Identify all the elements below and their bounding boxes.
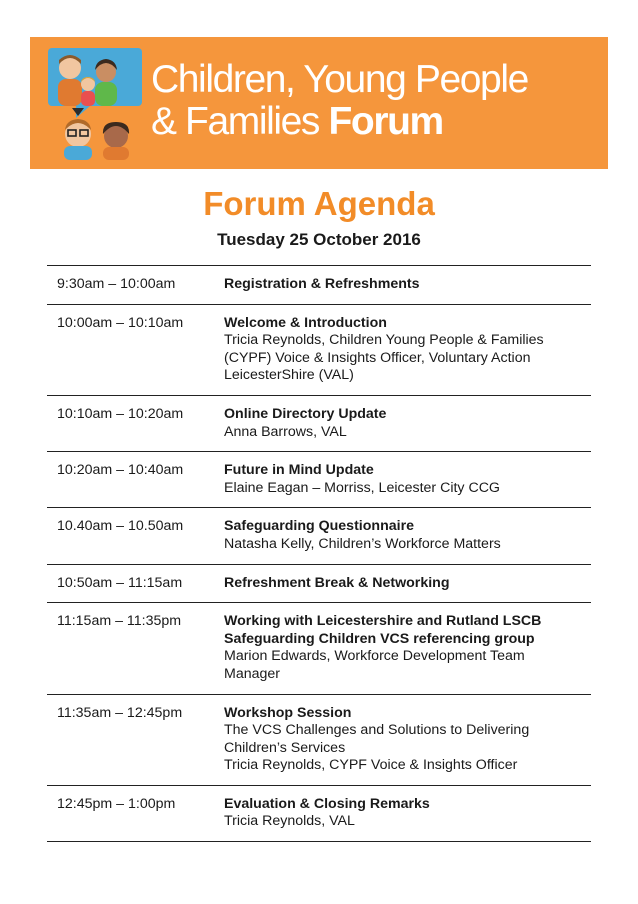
agenda-item-title: Working with Leicestershire and Rutland LSCB Safeguarding Children VCS referencing group — [224, 613, 542, 647]
agenda-item-details: Tricia Reynolds, VAL — [224, 813, 355, 830]
agenda-item-details: Anna Barrows, VAL — [224, 423, 347, 440]
agenda-item-title: Online Directory Update — [224, 405, 387, 422]
agenda-row — [47, 695, 591, 786]
agenda-item-title: Future in Mind Update — [224, 462, 374, 479]
forum-logo — [46, 46, 164, 160]
agenda-time: 11:35am – 12:45pm — [57, 704, 183, 721]
agenda-item-title: Welcome & Introduction — [224, 314, 387, 331]
agenda-item-details: Tricia Reynolds, Children Young People & Families (CYPF) Voice & Insights Officer, Voluntary Action LeicesterShire (VAL) — [224, 332, 544, 384]
agenda-item-details: Elaine Eagan – Morriss, Leicester City CCG — [224, 479, 500, 496]
agenda-desc — [224, 462, 591, 497]
forum-name-line2-bold: Forum — [328, 100, 443, 143]
agenda-item-details: Marion Edwards, Workforce Development Team Manager — [224, 648, 525, 682]
agenda-item-details: The VCS Challenges and Solutions to Delivering Children’s Services Tricia Reynolds, CYPF Voice & Insights Officer — [224, 722, 530, 774]
agenda-time: 11:15am – 11:35pm — [57, 613, 182, 630]
agenda-item-title: Registration & Refreshments — [224, 276, 420, 292]
agenda-desc — [224, 705, 591, 775]
agenda-row — [47, 508, 591, 564]
agenda-desc — [224, 796, 591, 831]
page-title: Forum Agenda — [203, 185, 435, 222]
agenda-time: 10:20am – 10:40am — [57, 462, 184, 479]
forum-name-line2-regular: & Families — [151, 100, 329, 143]
agenda-row — [47, 603, 591, 694]
agenda-row — [47, 396, 591, 452]
agenda-item-details: Natasha Kelly, Children’s Workforce Matters — [224, 535, 501, 552]
agenda-time: 12:45pm – 1:00pm — [57, 795, 176, 812]
agenda-table — [47, 265, 591, 842]
agenda-desc — [224, 575, 591, 593]
event-date: Tuesday 25 October 2016 — [217, 230, 421, 249]
agenda-desc — [224, 518, 591, 553]
agenda-time: 10:00am – 10:10am — [57, 314, 184, 331]
agenda-item-title: Workshop Session — [224, 704, 352, 721]
forum-name-line2 — [151, 101, 528, 143]
agenda-time: 10:50am – 11:15am — [57, 574, 183, 591]
agenda-time: 10.40am – 10.50am — [57, 518, 184, 535]
agenda-desc — [224, 276, 591, 294]
agenda-time: 9:30am – 10:00am — [57, 276, 176, 292]
agenda-row — [47, 786, 591, 842]
agenda-row — [47, 452, 591, 508]
agenda-item-title: Safeguarding Questionnaire — [224, 518, 414, 535]
agenda-time: 10:10am – 10:20am — [57, 405, 184, 422]
header-banner — [30, 37, 608, 169]
agenda-row — [47, 565, 591, 604]
agenda-desc — [224, 315, 591, 385]
agenda-desc — [224, 406, 591, 441]
forum-name — [151, 59, 528, 143]
agenda-item-title: Evaluation & Closing Remarks — [224, 795, 430, 812]
agenda-item-title: Refreshment Break & Networking — [224, 574, 450, 591]
agenda-desc — [224, 613, 591, 683]
agenda-row — [47, 305, 591, 396]
agenda-row — [47, 266, 591, 305]
forum-name-line1: Children, Young People — [151, 58, 528, 101]
